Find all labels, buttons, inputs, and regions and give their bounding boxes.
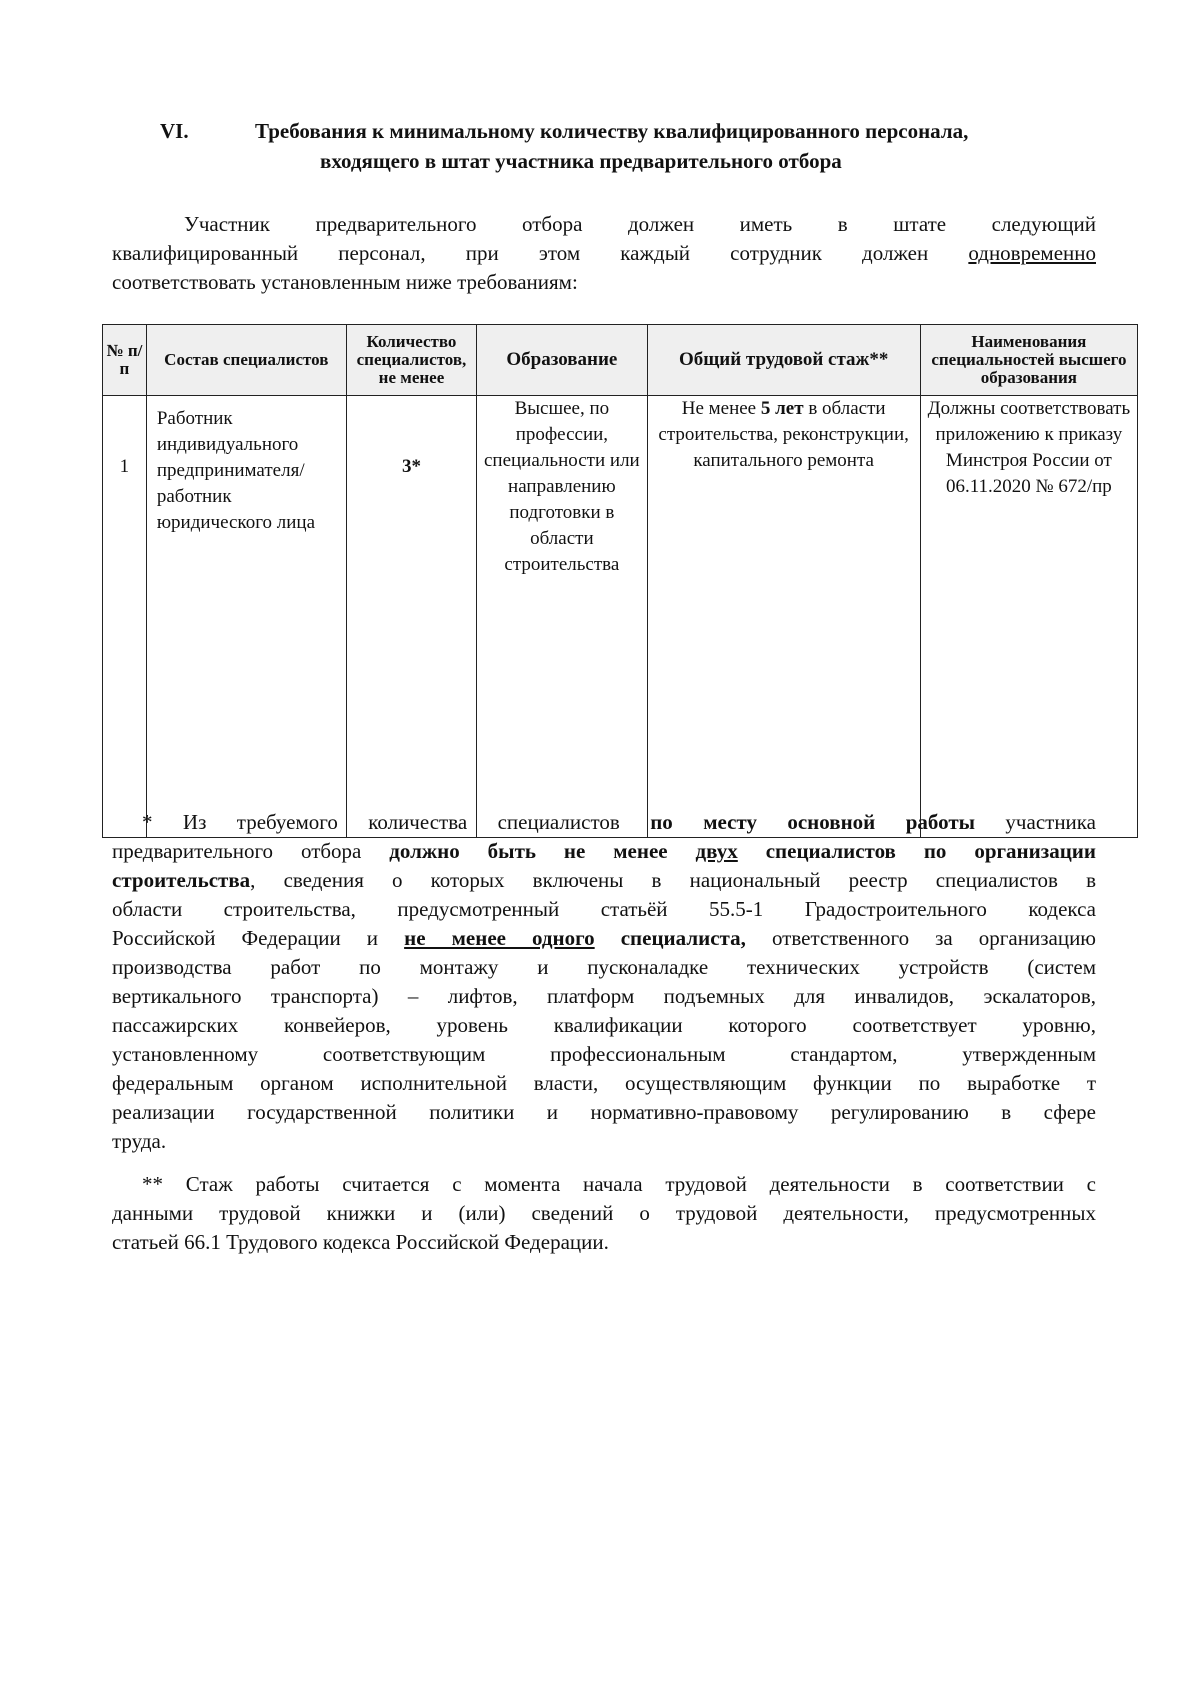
section-number: VI.	[160, 119, 189, 143]
fn1-bold-text: специалистов по организации	[737, 839, 1096, 863]
fn2-line-3: статьей 66.1 Трудового кодекса Российской Федерации.	[112, 1230, 609, 1254]
section-title-line-1: Требования к минимальному количеству квалифицированного персонала,	[255, 119, 969, 143]
fn1-bold-underlined-two: двух	[695, 839, 738, 863]
fn1-text: Российской Федерации и	[112, 926, 405, 950]
cell-staff: Работник индивидуального предпринимателя/ работник юридического лица	[146, 396, 346, 838]
fn1-text: ответственного за организацию	[745, 926, 1096, 950]
section-title-line-2: входящего в штат участника предварительного отбора	[320, 149, 842, 173]
table-header-row	[103, 325, 1138, 396]
fn2-line-1: ** Стаж работы считается с момента начала трудовой деятельности в соответствии с	[142, 1172, 1096, 1196]
fn1-line-2	[112, 837, 1096, 866]
fn2-line-2: данными трудовой книжки и (или) сведений о трудовой деятельности, предусмотренных	[112, 1201, 1096, 1225]
requirements-table	[102, 324, 1138, 838]
fn1-bold-specialist: специалиста,	[594, 926, 746, 950]
fn1-line-9: установленному соответствующим профессиональным стандартом, утвержденным	[112, 1042, 1096, 1066]
intro-underlined-word: одновременно	[968, 241, 1096, 265]
header-education: Образование	[477, 325, 647, 396]
table-row	[103, 396, 1138, 838]
cell-specialties: Должны соответствовать приложению к приказу Минстроя России от 06.11.2020 № 672/пр	[920, 396, 1137, 838]
experience-suffix: в области строительства, реконструкции, капитального ремонта	[658, 398, 909, 471]
cell-num: 1	[103, 396, 147, 838]
cell-education: Высшее, по профессии, специальности или направлению подготовки в области строительства	[477, 396, 647, 838]
experience-years: 5 лет	[760, 398, 804, 419]
cell-experience	[647, 396, 920, 838]
fn1-text: * Из требуемого количества специалистов	[142, 810, 651, 834]
experience-prefix: Не менее	[681, 398, 761, 419]
fn1-line-6: производства работ по монтажу и пусконаладке технических устройств (систем	[112, 955, 1096, 979]
header-experience: Общий трудовой стаж**	[647, 325, 920, 396]
fn1-line-8: пассажирских конвейеров, уровень квалификации которого соответствует уровню,	[112, 1013, 1096, 1037]
fn1-line-7: вертикального транспорта) – лифтов, платформ подъемных для инвалидов, эскалаторов,	[112, 984, 1096, 1008]
fn1-line-10: федеральным органом исполнительной власти, осуществляющим функции по выработке т	[112, 1071, 1096, 1095]
fn1-line-12: труда.	[112, 1129, 167, 1153]
fn1-text: участника	[975, 810, 1096, 834]
fn1-bold-construction: строительства	[112, 868, 251, 892]
header-staff: Состав специалистов	[146, 325, 346, 396]
header-specialties: Наименования специальностей высшего образования	[920, 325, 1137, 396]
footnote-single-asterisk	[112, 808, 1096, 1156]
fn1-text: предварительного отбора	[112, 839, 390, 863]
fn1-bold-underlined-one: не менее одного	[404, 926, 595, 950]
intro-line-2-text: квалифицированный персонал, при этом каждый сотрудник должен	[112, 241, 969, 265]
fn1-line-5	[112, 924, 1096, 953]
fn1-bold-main-work: по месту основной работы	[650, 810, 976, 834]
header-num: № п/п	[103, 325, 147, 396]
cell-count: 3*	[346, 396, 477, 838]
intro-line-1: Участник предварительного отбора должен иметь в штате следующий	[184, 212, 1096, 236]
header-count: Количество специалистов, не менее	[346, 325, 477, 396]
fn1-text: , сведения о которых включены в национальный реестр специалистов в	[250, 868, 1096, 892]
fn1-line-3	[112, 866, 1096, 895]
fn1-bold-text: должно быть не менее	[389, 839, 696, 863]
intro-line-3: соответствовать установленным ниже требованиям:	[112, 270, 578, 294]
intro-line-2	[112, 239, 1096, 268]
fn1-line-11: реализации государственной политики и нормативно-правовому регулированию в сфере	[112, 1100, 1096, 1124]
fn1-line-4: области строительства, предусмотренный статьёй 55.5-1 Градостроительного кодекса	[112, 897, 1096, 921]
footnote-double-asterisk	[112, 1170, 1096, 1257]
fn1-line-1	[112, 808, 1096, 837]
intro-paragraph	[112, 210, 1096, 297]
